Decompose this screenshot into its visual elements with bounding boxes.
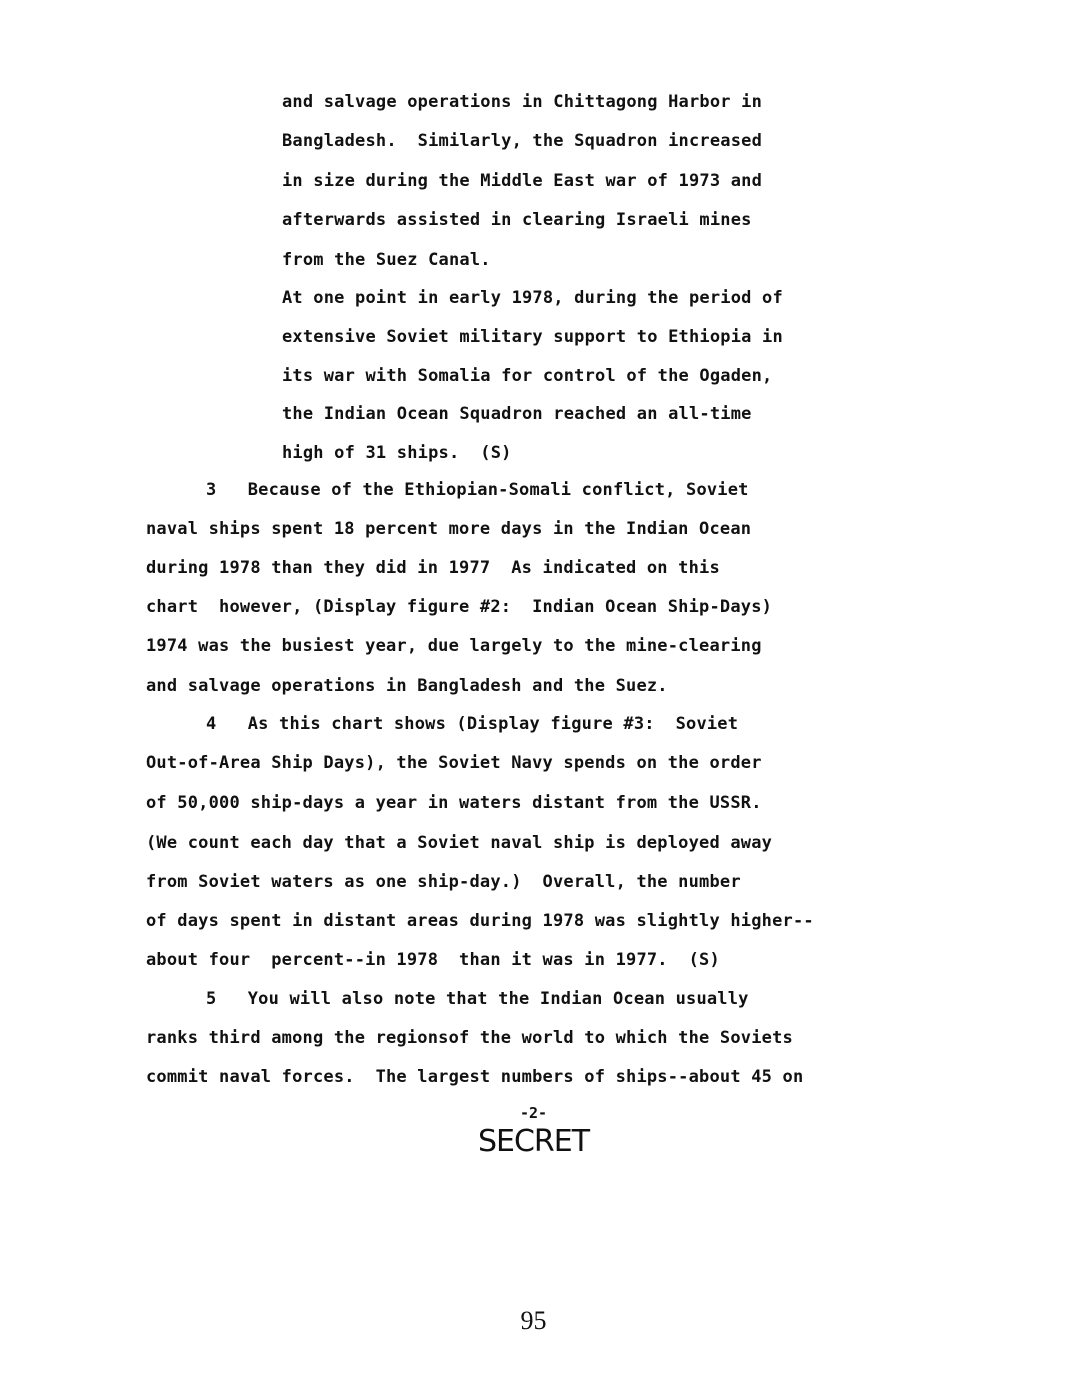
text-line: high of 31 ships. (S): [282, 443, 512, 463]
text-line: Bangladesh. Similarly, the Squadron increased: [282, 131, 763, 151]
text-line: during 1978 than they did in 1977 As indicated on this: [146, 558, 720, 578]
text-line: from Soviet waters as one ship-day.) Overall, the number: [146, 872, 741, 892]
text-line: commit naval forces. The largest numbers of ships--about 45 on: [146, 1067, 804, 1087]
text-line: and salvage operations in Chittagong Harbor in: [282, 92, 763, 112]
text-line: Out-of-Area Ship Days), the Soviet Navy spends on the order: [146, 753, 762, 773]
text-line: its war with Somalia for control of the Ogaden,: [282, 366, 773, 386]
text-line: 4 As this chart shows (Display figure #3: Soviet: [206, 714, 739, 734]
text-line: the Indian Ocean Squadron reached an all-time: [282, 404, 752, 424]
text-line: (We count each day that a Soviet naval ship is deployed away: [146, 833, 773, 853]
text-line: extensive Soviet military support to Ethiopia in: [282, 327, 783, 347]
text-line: afterwards assisted in clearing Israeli mines: [282, 210, 752, 230]
classification-marking: SECRET: [477, 1124, 590, 1159]
text-line: in size during the Middle East war of 1973 and: [282, 171, 763, 191]
text-line: ranks third among the regionsof the world to which the Soviets: [146, 1028, 793, 1048]
page-marker: -2-: [519, 1104, 548, 1122]
text-line: of 50,000 ship-days a year in waters distant from the USSR.: [146, 793, 762, 813]
text-line: 5 You will also note that the Indian Ocean usually: [206, 989, 749, 1009]
text-line: and salvage operations in Bangladesh and the Suez.: [146, 676, 668, 696]
text-line: chart however, (Display figure #2: Indian Ocean Ship-Days): [146, 597, 773, 617]
text-line: from the Suez Canal.: [282, 250, 491, 270]
text-line: about four percent--in 1978 than it was in 1977. (S): [146, 950, 720, 970]
text-line: At one point in early 1978, during the period of: [282, 288, 783, 308]
text-line: naval ships spent 18 percent more days in the Indian Ocean: [146, 519, 752, 539]
text-line: 1974 was the busiest year, due largely to the mine-clearing: [146, 636, 762, 656]
page-number: 95: [520, 1306, 547, 1335]
text-line: 3 Because of the Ethiopian-Somali conflict, Soviet: [206, 480, 749, 500]
text-line: of days spent in distant areas during 1978 was slightly higher--: [146, 911, 814, 931]
